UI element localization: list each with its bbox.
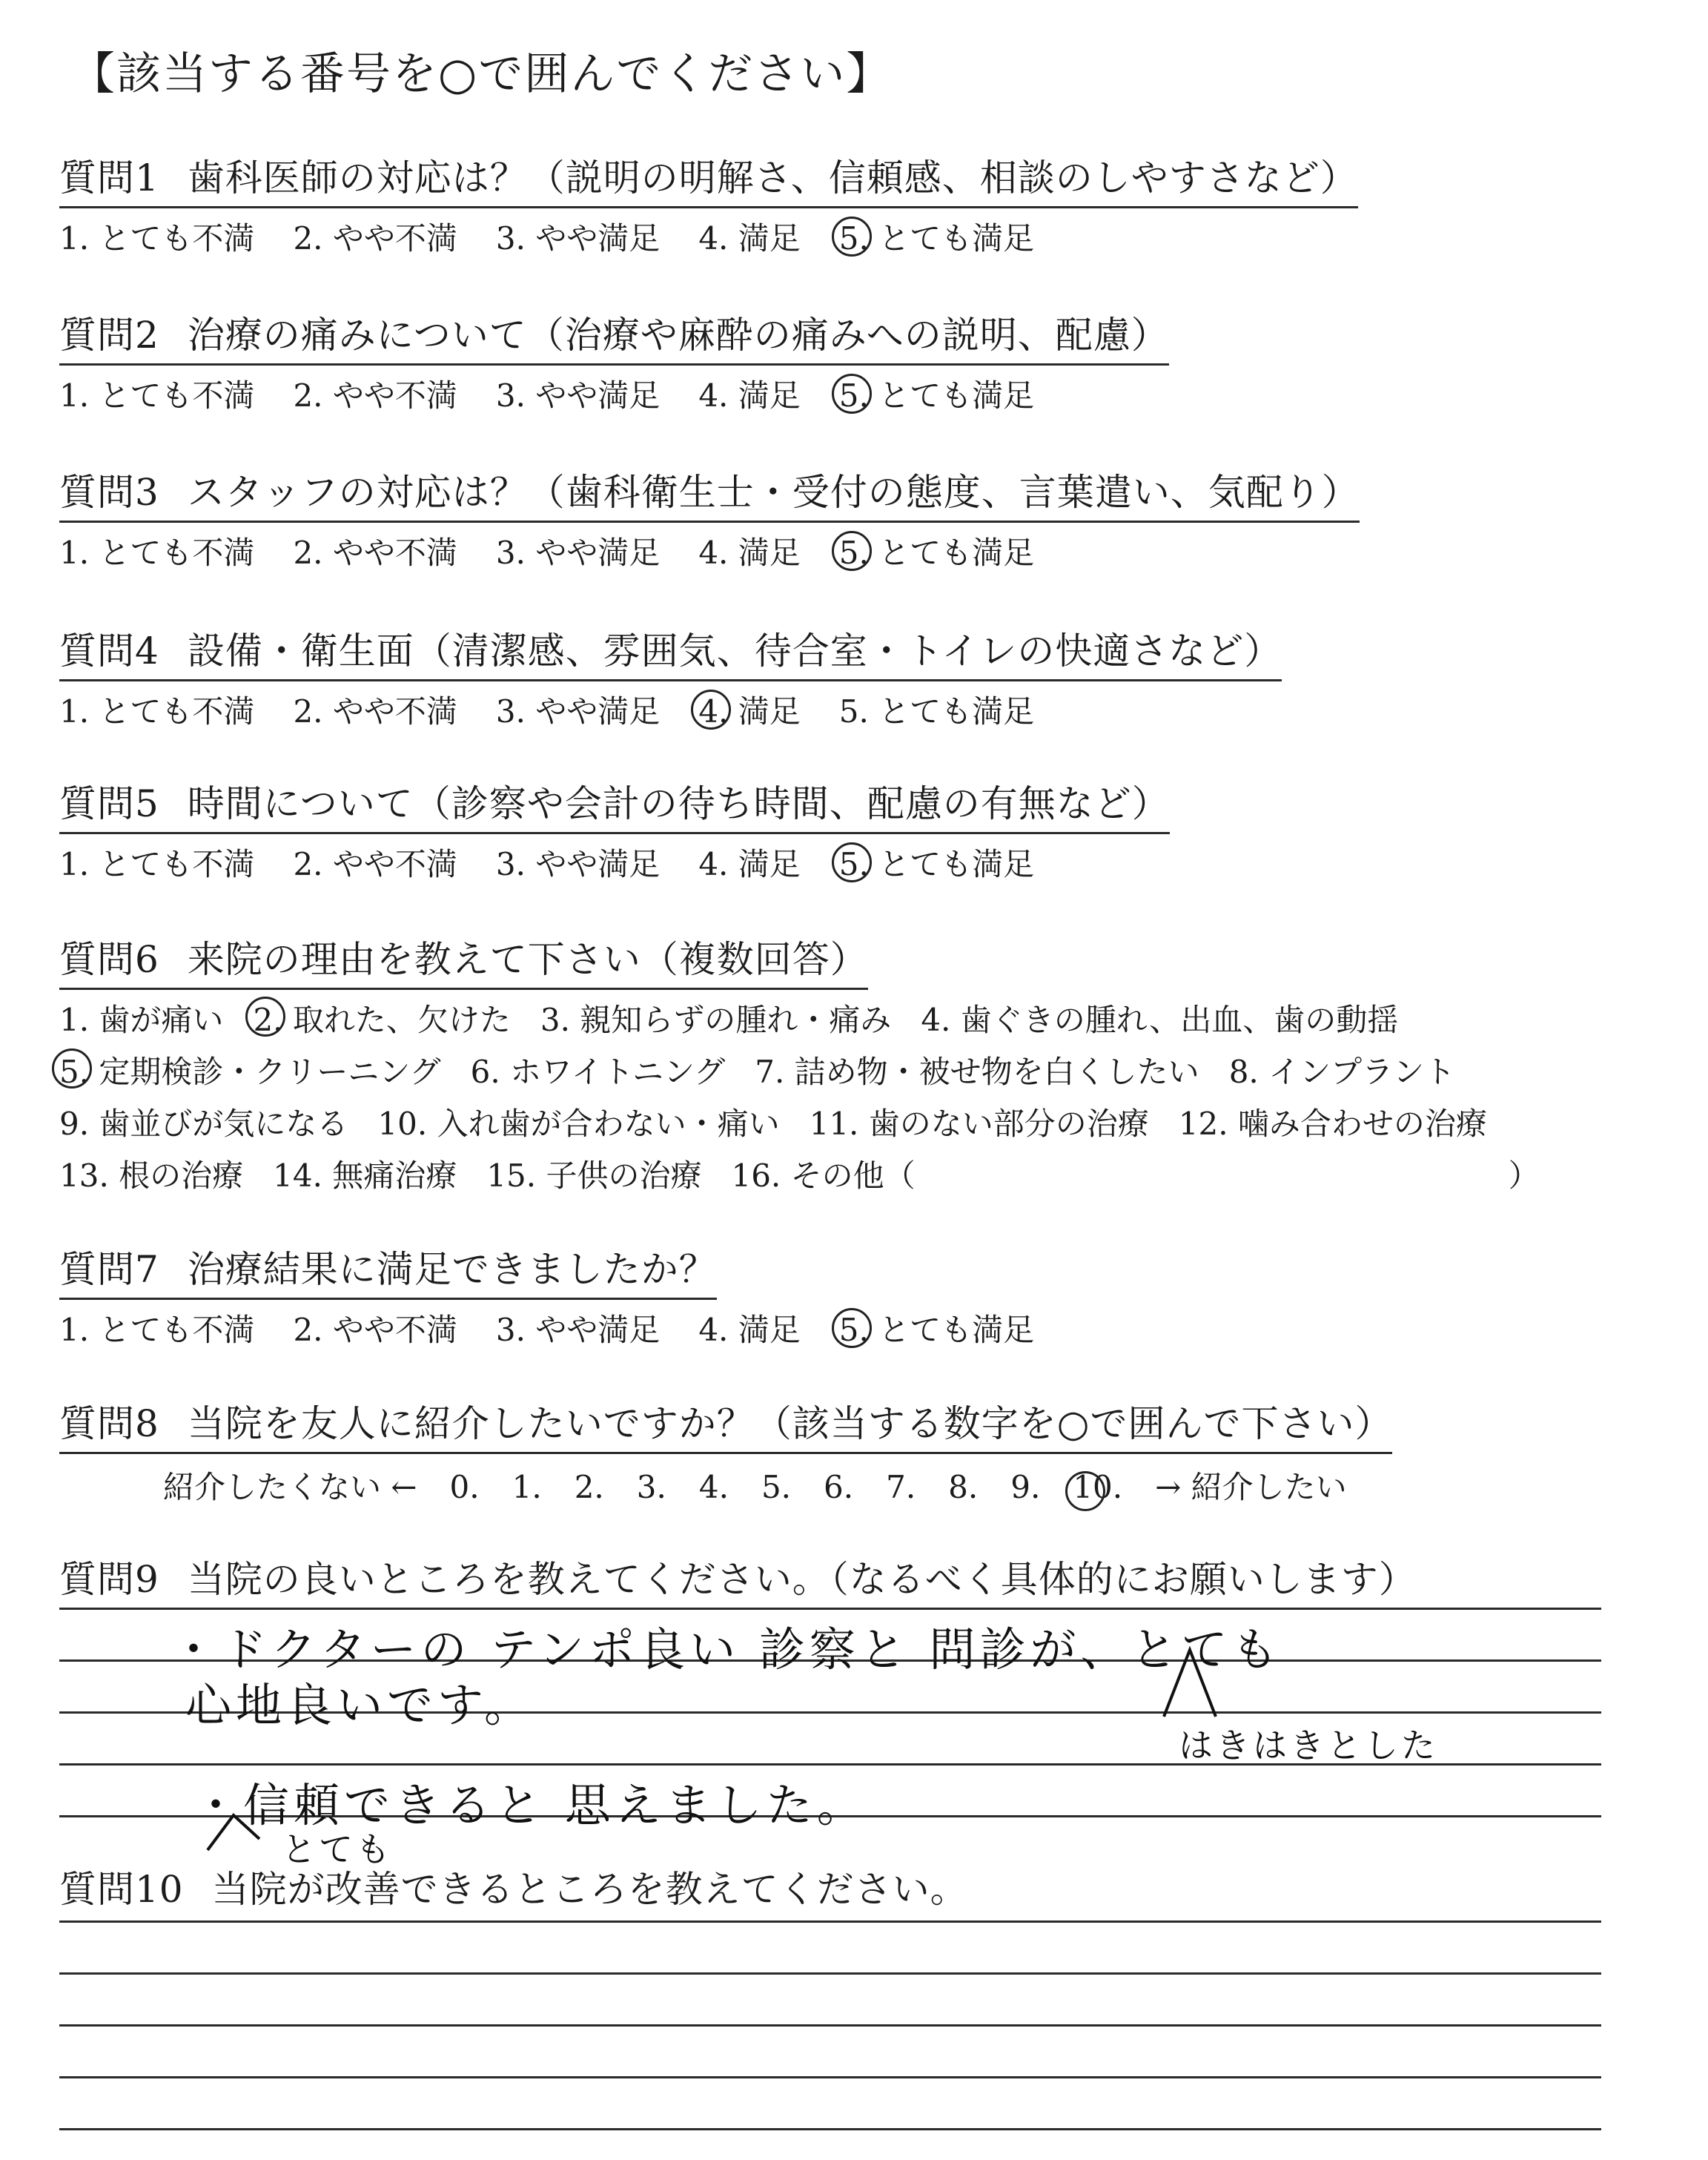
answer-line-10-4 <box>59 2076 1601 2078</box>
question-5-text: 時間について（診察や会計の待ち時間、配慮の有無など） <box>187 782 1170 825</box>
question-3-number: 質問3 <box>59 471 159 514</box>
q2-option-4: 4. 満足 <box>698 377 801 414</box>
question-1-title <box>59 148 1358 208</box>
question-8-scale-2: 2. <box>574 1469 604 1505</box>
question-6-option-4-5: ） <box>1508 1157 1540 1194</box>
question-8-scale-8: 8. <box>948 1469 979 1505</box>
q2-option-5: 5. とても満足 <box>839 371 1034 416</box>
q4-option-4: 4. 満足 <box>698 687 800 732</box>
question-7-number: 質問7 <box>59 1248 159 1291</box>
instruction-header: 【該当する番号を○で囲んでください】 <box>70 48 893 100</box>
question-9-number: 質問9 <box>59 1558 159 1601</box>
q1-option-3: 3. やや満足 <box>495 220 661 257</box>
question-8-scale-4: 4. <box>698 1469 729 1505</box>
q5-option-5: 5. とても満足 <box>839 840 1034 885</box>
question-3 <box>59 463 1360 573</box>
question-1 <box>59 148 1358 259</box>
question-6-row-3 <box>59 1098 1569 1150</box>
question-8-left-label: 紹介したくない ← <box>163 1469 417 1505</box>
q1-option-4: 4. 満足 <box>698 220 801 257</box>
question-1-number: 質問1 <box>59 156 159 199</box>
question-8-scale-9: 9. <box>1010 1469 1041 1505</box>
question-6-options <box>59 994 1569 1202</box>
question-8-title <box>59 1394 1392 1454</box>
handwritten-answer-line-3: ・信頼できると 思えました。 <box>193 1778 867 1832</box>
answer-line-10-1 <box>59 1920 1601 1923</box>
answer-line-10-5 <box>59 2128 1601 2130</box>
question-6-option-3-2: 10. 入れ歯が合わない・痛い <box>377 1106 780 1142</box>
question-6-row-4 <box>59 1150 1569 1202</box>
question-6-option-2-4: 8. インプラント <box>1228 1054 1456 1090</box>
insertion-caret-icon-2 <box>200 1809 267 1854</box>
question-10-title <box>59 1860 968 1918</box>
question-4-options <box>59 687 1282 732</box>
question-8-scale-3: 3. <box>636 1469 666 1505</box>
question-5-number: 質問5 <box>59 782 159 825</box>
q5-option-2: 2. やや不満 <box>293 846 457 882</box>
question-4 <box>59 621 1282 732</box>
answer-line-10-3 <box>59 2024 1601 2027</box>
question-7-options <box>59 1306 1073 1350</box>
question-5-title <box>59 774 1170 834</box>
question-1-options <box>59 214 1358 259</box>
q3-option-3: 3. やや満足 <box>495 535 661 571</box>
q5-option-3: 3. やや満足 <box>495 846 661 882</box>
q1-option-5: 5. とても満足 <box>839 214 1034 259</box>
question-7-title <box>59 1240 717 1300</box>
question-6-number: 質問6 <box>59 938 159 981</box>
q3-option-1: 1. とても不満 <box>59 535 255 571</box>
q3-option-4: 4. 満足 <box>698 535 801 571</box>
question-6-row-2 <box>59 1046 1569 1098</box>
question-5 <box>59 774 1170 885</box>
question-10-text: 当院が改善できるところを教えてください。 <box>211 1868 968 1911</box>
question-8-number: 質問8 <box>59 1402 159 1445</box>
question-6-row-1 <box>59 994 1569 1046</box>
question-6-option-3-4: 12. 噛み合わせの治療 <box>1178 1106 1487 1142</box>
answer-line-10-2 <box>59 1972 1601 1975</box>
question-6-option-3-1: 9. 歯並びが気になる <box>59 1106 348 1142</box>
question-8-scale <box>163 1463 1392 1507</box>
question-6-text: 来院の理由を教えて下さい（複数回答） <box>187 938 868 981</box>
q5-option-4: 4. 満足 <box>698 846 801 882</box>
question-8-scale-5: 5. <box>761 1469 792 1505</box>
question-6-option-2-2: 6. ホワイトニング <box>470 1054 726 1090</box>
question-4-number: 質問4 <box>59 630 159 673</box>
question-6-option-1-4: 4. 歯ぐきの腫れ、出血、歯の動揺 <box>921 1002 1399 1038</box>
question-6-option-4-3: 15. 子供の治療 <box>486 1157 702 1194</box>
q5-option-1: 1. とても不満 <box>59 846 255 882</box>
question-6-option-1-3: 3. 親知らずの腫れ・痛み <box>540 1002 892 1038</box>
q7-option-3: 3. やや満足 <box>495 1312 661 1348</box>
q7-option-4: 4. 満足 <box>698 1312 801 1348</box>
question-9 <box>59 1550 1417 1608</box>
q1-option-1: 1. とても不満 <box>59 220 255 257</box>
question-4-title <box>59 621 1282 681</box>
question-4-text: 設備・衛生面（清潔感、雰囲気、待合室・トイレの快適さなど） <box>187 630 1282 673</box>
question-2-title <box>59 305 1169 366</box>
question-8-scale-0: 0. <box>449 1469 480 1505</box>
insertion-caret-icon <box>1156 1642 1223 1724</box>
question-6-option-1-1: 1. 歯が痛い <box>59 1002 224 1038</box>
question-2-number: 質問2 <box>59 314 159 357</box>
question-5-options <box>59 840 1170 885</box>
question-8-text: 当院を友人に紹介したいですか？（該当する数字を○で囲んで下さい） <box>187 1402 1393 1445</box>
question-6-option-4-1: 13. 根の治療 <box>59 1157 244 1194</box>
question-3-title <box>59 463 1360 523</box>
question-6-option-4-2: 14. 無痛治療 <box>273 1157 457 1194</box>
q4-option-5: 5. とても満足 <box>838 693 1035 730</box>
question-3-options <box>59 529 1360 573</box>
question-8-scale-10: 10. <box>1073 1469 1123 1505</box>
question-8-scale-1: 1. <box>512 1469 542 1505</box>
question-7 <box>59 1240 1073 1350</box>
question-10 <box>59 1860 968 1918</box>
handwritten-insert-2: とても <box>282 1829 393 1869</box>
question-8 <box>59 1394 1392 1507</box>
q3-option-5: 5. とても満足 <box>839 529 1034 573</box>
question-6-option-3-3: 11. 歯のない部分の治療 <box>809 1106 1149 1142</box>
q2-option-2: 2. やや不満 <box>293 377 457 414</box>
q4-option-1: 1. とても不満 <box>59 693 255 730</box>
answer-line-9-1 <box>59 1608 1601 1610</box>
question-7-text: 治療結果に満足できましたか？ <box>187 1248 717 1291</box>
q7-option-2: 2. やや不満 <box>293 1312 457 1348</box>
question-3-text: スタッフの対応は？（歯科衛生士・受付の態度、言葉遣い、気配り） <box>187 471 1360 514</box>
question-9-text: 当院の良いところを教えてください。（なるべく具体的にお願いします） <box>187 1558 1417 1601</box>
question-2 <box>59 305 1169 416</box>
question-1-text: 歯科医師の対応は？（説明の明解さ、信頼感、相談のしやすさなど） <box>187 156 1358 199</box>
question-8-scale-7: 7. <box>886 1469 916 1505</box>
question-6-option-4-4: 16. その他（ <box>731 1157 916 1194</box>
q4-option-2: 2. やや不満 <box>293 693 457 730</box>
question-2-options <box>59 371 1169 416</box>
question-6-title <box>59 930 868 990</box>
q2-option-3: 3. やや満足 <box>495 377 661 414</box>
question-6-option-2-3: 7. 詰め物・被せ物を白くしたい <box>755 1054 1199 1090</box>
q1-option-2: 2. やや不満 <box>293 220 457 257</box>
question-6 <box>59 930 1569 1202</box>
q2-option-1: 1. とても不満 <box>59 377 255 414</box>
handwritten-insert-1: はきはきとした <box>1179 1725 1438 1766</box>
question-2-text: 治療の痛みについて（治療や麻酔の痛みへの説明、配慮） <box>187 314 1169 357</box>
question-6-option-1-2: 2. 取れた、欠けた <box>253 994 510 1046</box>
q4-option-3: 3. やや満足 <box>495 693 661 730</box>
question-9-title <box>59 1550 1417 1608</box>
question-8-right-label: → 紹介したい <box>1155 1469 1347 1505</box>
handwritten-answer-line-2: 心地良いです。 <box>185 1678 535 1732</box>
question-10-number: 質問10 <box>59 1868 184 1911</box>
question-6-option-2-1: 5. 定期検診・クリーニング <box>59 1046 441 1098</box>
question-8-scale-6: 6. <box>824 1469 854 1505</box>
q7-option-1: 1. とても不満 <box>59 1312 255 1348</box>
q7-option-5: 5. とても満足 <box>839 1306 1034 1350</box>
q3-option-2: 2. やや不満 <box>293 535 457 571</box>
handwritten-answer-line-1: ・ドクターの テンポ良い 診察と 問診が、とても <box>171 1622 1282 1677</box>
